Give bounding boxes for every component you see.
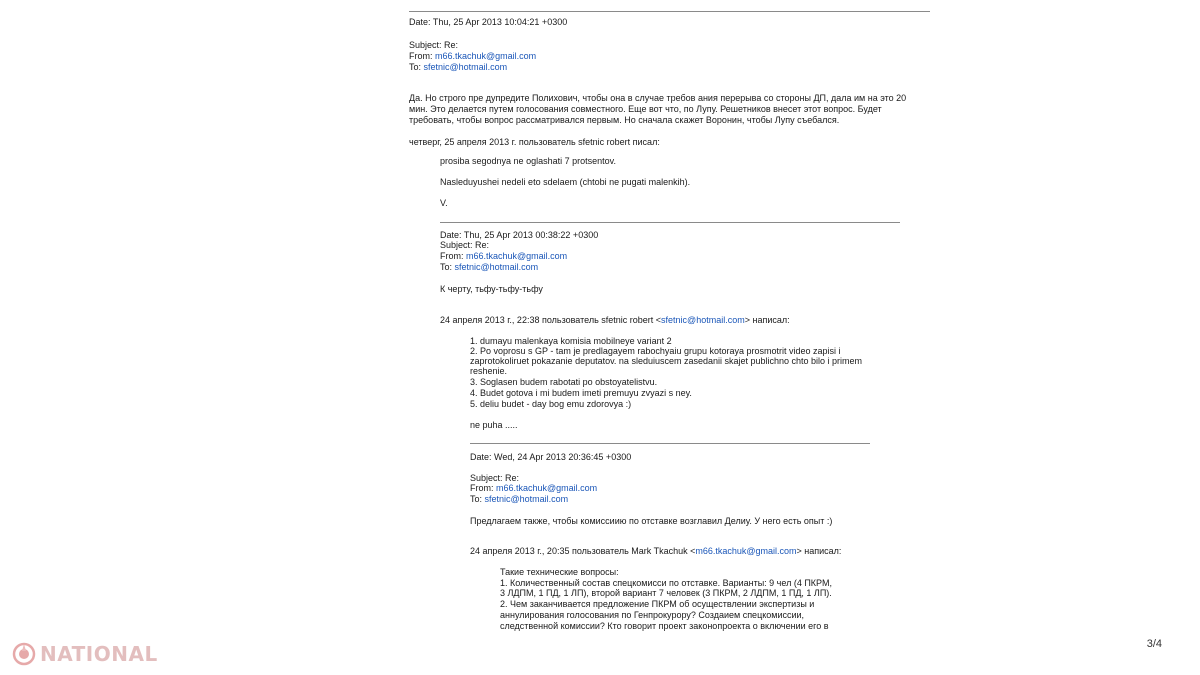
email1-body-line: требовать, чтобы вопрос рассматривался первым. Но сначала скажет Воронин, чтобы Лупу съебался.: [409, 115, 840, 125]
quote2-line: 4. Budet gotova i mi budem imeti premuyu zvyazi s ney.: [470, 388, 692, 398]
email3-date: Date: Wed, 24 Apr 2013 20:36:45 +0300: [470, 452, 632, 462]
email3-quote-link[interactable]: m66.tkachuk@gmail.com: [695, 546, 797, 556]
email3-subject: Subject: Re:: [470, 473, 520, 483]
email1-to-link[interactable]: sfetnic@hotmail.com: [423, 62, 508, 72]
from-label: From:: [409, 51, 435, 61]
email3-from: [470, 483, 597, 494]
email2-date: Date: Thu, 25 Apr 2013 00:38:22 +0300: [440, 230, 599, 240]
email2-subject: Subject: Re:: [440, 240, 490, 250]
email3-to-link[interactable]: sfetnic@hotmail.com: [484, 494, 569, 504]
to-label: To:: [470, 494, 485, 504]
quote-header-text: 24 апреля 2013 г., 22:38 пользователь sfetnic robert <: [440, 315, 662, 325]
separator-rule: [409, 11, 930, 12]
quote1-line: Nasleduyushei nedeli eto sdelaem (chtobi ne pugati malenkih).: [440, 177, 691, 187]
email1-date: Date: Thu, 25 Apr 2013 10:04:21 +0300: [409, 17, 568, 27]
quote3-line: Такие технические вопросы:: [500, 567, 619, 577]
quote1-line: V.: [440, 198, 448, 208]
email2-from: [440, 251, 567, 262]
quote1-line: prosiba segodnya ne oglashati 7 protsentov.: [440, 156, 616, 166]
email1-subject: Subject: Re:: [409, 40, 459, 50]
quote3-line: 3 ЛДПМ, 1 ПД, 1 ЛП), второй вариант 7 человек (3 ПКРМ, 2 ЛДПМ, 1 ПД, 1 ЛП).: [500, 588, 832, 598]
from-label: From:: [470, 483, 496, 493]
quote2-line: reshenie.: [470, 366, 508, 376]
page-number: 3/4: [1146, 638, 1162, 650]
email3-to: [470, 494, 568, 505]
national-logo-mark-icon: [12, 642, 36, 666]
from-label: From:: [440, 251, 466, 261]
email1-quote-header: четверг, 25 апреля 2013 г. пользователь sfetnic robert писал:: [409, 137, 660, 147]
email2-body: К черту, тьфу-тьфу-тьфу: [440, 284, 543, 294]
quote3-line: 1. Количественный состав спецкомисси по отставке. Варианты: 9 чел (4 ПКРМ,: [500, 578, 832, 588]
quote2-line: 1. dumayu malenkaya komisia mobilneye variant 2: [470, 336, 672, 346]
separator-rule: [470, 443, 870, 444]
email1-from-link[interactable]: m66.tkachuk@gmail.com: [435, 51, 537, 61]
email1-body-line: Да. Но строго пре дупредите Полихович, чтобы она в случае требов ания перерыва со стороны ДП, дала им на это 20: [409, 93, 907, 103]
quote2-line: 5. deliu budet - day bog emu zdorovya :): [470, 399, 632, 409]
email2-to-link[interactable]: sfetnic@hotmail.com: [454, 262, 539, 272]
national-logo: [12, 638, 158, 670]
email3-quote-header: [470, 546, 841, 557]
email2-quote-link[interactable]: sfetnic@hotmail.com: [661, 315, 745, 325]
email1-body-line: мин. Это делается путем голосования совместного. Еще вот что, по Лупу. Решетников внесет этот вопрос. Будет: [409, 104, 882, 114]
to-label: To:: [409, 62, 424, 72]
email1-to: [409, 62, 507, 73]
email2-from-link[interactable]: m66.tkachuk@gmail.com: [466, 251, 568, 261]
quote2-line: zaprotokoliruet pokazanie deputatov. na sleduiuscem zasedanii skajet publichno chto bilo i primem: [470, 356, 863, 366]
quote2-line: 3. Soglasen budem rabotati po obstoyatelistvu.: [470, 377, 658, 387]
to-label: To:: [440, 262, 455, 272]
email2-to: [440, 262, 538, 273]
email3-from-link[interactable]: m66.tkachuk@gmail.com: [496, 483, 598, 493]
separator-rule: [440, 222, 900, 223]
quote2-signoff: ne puha .....: [470, 420, 518, 430]
quote3-line: аннулирования голосования по Генпрокурору? Создаием спецкомиссии,: [500, 610, 805, 620]
quote-header-text: > написал:: [744, 315, 790, 325]
email2-quote-header: [440, 315, 790, 326]
email3-body: Предлагаем также, чтобы комиссиию по отставке возглавил Делиу. У него есть опыт :): [470, 516, 833, 526]
quote-header-text: > написал:: [796, 546, 842, 556]
quote-header-text: 24 апреля 2013 г., 20:35 пользователь Mark Tkachuk <: [470, 546, 696, 556]
email1-from: [409, 51, 536, 62]
quote3-line: следственной комиссии? Кто говорит проект законопроекта о включении его в: [500, 621, 829, 631]
quote3-line: 2. Чем заканчивается предложение ПКРМ об осуществлении экспертизы и: [500, 599, 815, 609]
national-logo-text: NATIONAL: [40, 642, 158, 666]
quote2-line: 2. Po voprosu s GP - tam je predlagayem rabochyaiu grupu kotoraya prosmotrit video zapisi i: [470, 346, 841, 356]
